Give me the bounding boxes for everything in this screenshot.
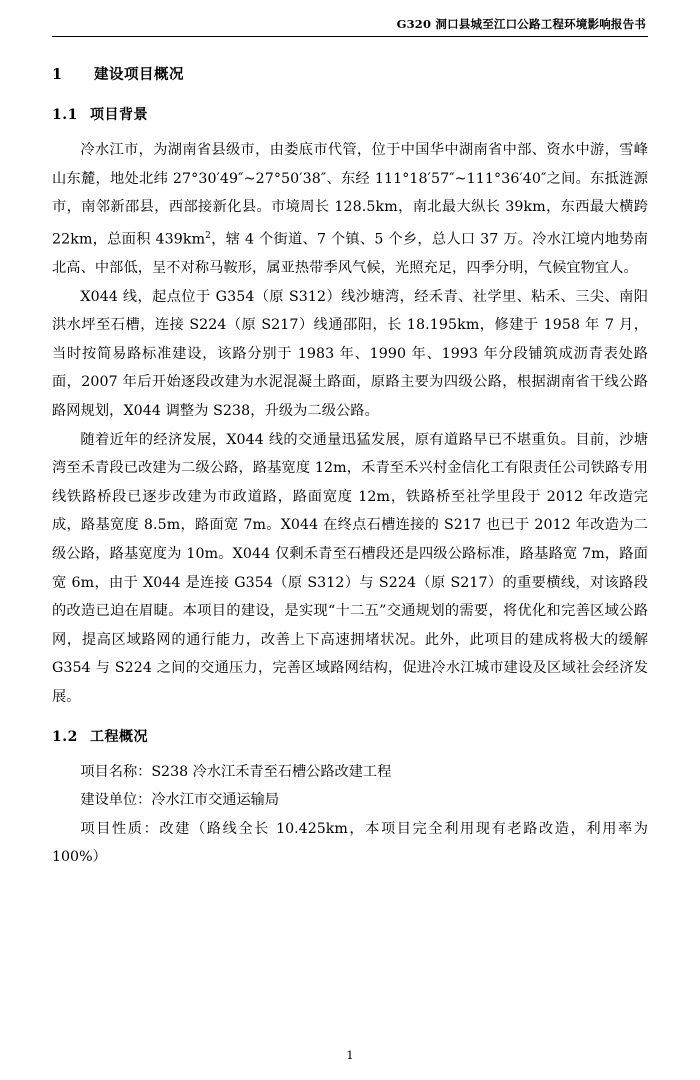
page-header: G320 洞口县城至江口公路工程环境影响报告书 bbox=[396, 17, 646, 31]
header-divider bbox=[52, 36, 648, 37]
paragraph-background-3: 随着近年的经济发展，X044 线的交通量迅猛发展，原有道路早已不堪重负。目前，沙塘湾至禾青段已改建为二级公路，路基宽度 12m，禾青至禾兴村金信化工有限责任公司铁路专用线铁路桥段已逐步改建为市政道路，路面宽度 12m，铁路桥至社学里段于 2012 年改造完成，路基宽度 8.5m，路面宽 7m。X044 在终点石槽连接的 S217 也已于 2012 年改造为二级公路，路基宽度为 10m。X044 仅剩禾青至石槽段还是四级公路标准，路基路宽 7m，路面宽 6m，由于 X044 是连接 G354（原 S312）与 S224（原 S217）的重要横线，对该路段的改造已迫在眉睫。本项目的建设，是实现“十二五”交通规划的需要，将优化和完善区域公路网，提高区域路网的通行能力，改善上下高速拥堵状况。此外，此项目的建成将极大的缓解 G354 与 S224 之间的交通压力，完善区域路网结构，促进冷水江城市建设及区域社会经济发展。 bbox=[52, 431, 648, 706]
section-1-1-heading bbox=[52, 104, 648, 124]
paragraph-background-1 bbox=[52, 136, 648, 283]
project-name-item: 项目名称：S238 冷水江禾青至石槽公路改建工程 bbox=[80, 763, 392, 780]
paragraph-superscript: 2 bbox=[205, 230, 211, 241]
section-1-1-title: 项目背景 bbox=[90, 107, 148, 123]
paragraph-background-1-rest: ，辖 4 个街道、7 个镇、5 个乡，总人口 37 万。冷水江境内地势南北高、中部低，呈不对称马鞍形，属亚热带季风气候，光照充足，四季分明，气候宜物宜人。 bbox=[52, 231, 648, 277]
section-1-2-number: 1.2 bbox=[52, 728, 78, 745]
paragraph-background-2: X044 线，起点位于 G354（原 S312）线沙塘湾，经禾青、社学里、粘禾、三尖、南阳洪水坪至石槽，连接 S224（原 S217）线通邵阳，长 18.195km，修建于 1958 年 7 月，当时按简易路标准建设，该路分别于 1983 年、1990 年、1993 年分段铺筑成沥青表处路面，2007 年后开始逐段改建为水泥混凝土路面，原路主要为四级公路，根据湖南省干线公路路网规划，X044 调整为 S238，升级为二级公路。 bbox=[52, 288, 648, 420]
section-1-title: 建设项目概况 bbox=[94, 66, 184, 83]
section-1-2-heading bbox=[52, 726, 648, 746]
paragraph-background-1-text: 冷水江市，为湖南省县级市，由娄底市代管，位于中国华中湖南省中部、资水中游，雪峰山东麓，地处北纬 27°30′49″~27°50′38″、东经 111°18′57″~111°36′40″之间。东抵涟源市，南邻新邵县，西部接新化县。市境周长 128.5km，南北最大纵长 39km，东西最大横跨 22km，总面积 439km bbox=[52, 142, 648, 248]
project-nature-item: 项目性质：改建（路线全长 10.425km，本项目完全利用现有老路改造，利用率为 100%） bbox=[52, 820, 648, 866]
section-1-2-title: 工程概况 bbox=[90, 728, 148, 745]
page-number: 1 bbox=[346, 1048, 354, 1062]
section-1-heading bbox=[52, 63, 648, 84]
section-1-number: 1 bbox=[52, 66, 63, 83]
construction-unit-item: 建设单位：冷水江市交通运输局 bbox=[80, 792, 280, 809]
section-1-1-number: 1.1 bbox=[52, 107, 78, 123]
